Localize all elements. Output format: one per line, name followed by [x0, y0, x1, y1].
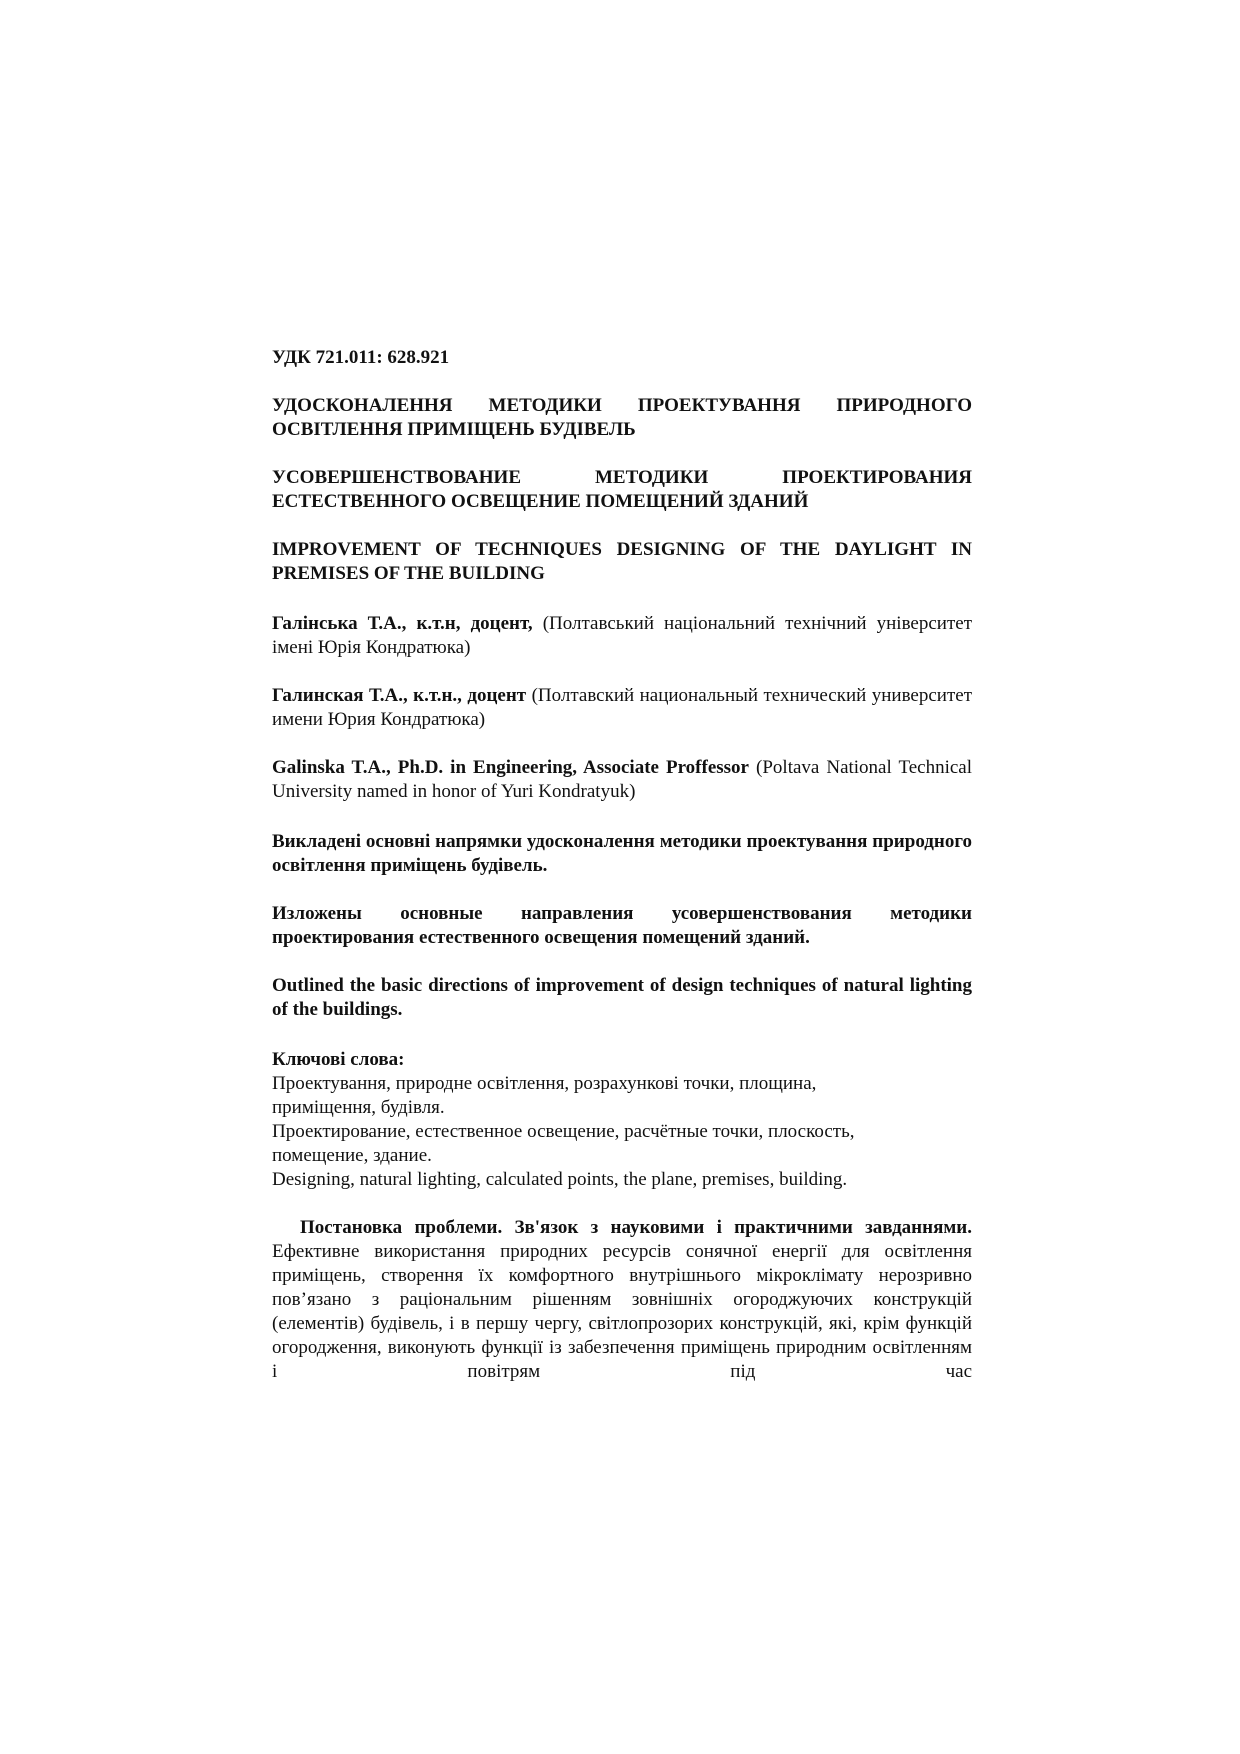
keywords-english: Designing, natural lighting, calculated points, the plane, premises, building.	[272, 1169, 848, 1190]
body-lead-heading: Постановка проблеми. Зв'язок з науковими і практичними завданнями.	[300, 1217, 972, 1238]
keywords-russian: Проектирование, естественное освещение, расчётные точки, плоскость, помещение, здание.	[272, 1121, 855, 1166]
author-russian	[272, 684, 972, 732]
abstract-english: Outlined the basic directions of improvement of design techniques of natural lighting of the buildings.	[272, 975, 972, 1020]
keywords-block	[272, 1048, 972, 1192]
author-name: Галінська Т.А., к.т.н, доцент,	[272, 613, 533, 634]
author-affiliation: (Полтавський національний технічний університет імені Юрія Кондратюка)	[272, 613, 973, 658]
author-name: Галинская Т.А., к.т.н., доцент	[272, 685, 527, 706]
author-english	[272, 756, 972, 804]
author-affiliation: (Полтавский национальный технический университет имени Юрия Кондратюка)	[272, 685, 972, 730]
udk-code: УДК 721.011: 628.921	[272, 347, 450, 368]
body-paragraph	[272, 1216, 972, 1384]
author-affiliation: (Poltava National Technical University named in honor of Yuri Kondratyuk)	[272, 757, 973, 802]
title-ukrainian: УДОСКОНАЛЕННЯ МЕТОДИКИ ПРОЕКТУВАННЯ ПРИРОДНОГО ОСВІТЛЕННЯ ПРИМІЩЕНЬ БУДІВЕЛЬ	[272, 395, 972, 440]
keywords-heading: Ключові слова:	[272, 1049, 405, 1070]
article-page	[272, 346, 972, 1384]
abstract-ukrainian: Викладені основні напрямки удосконалення методики проектування природного освітлення приміщень будівель.	[272, 831, 972, 876]
body-text: Ефективне використання природних ресурсів сонячної енергії для освітлення приміщень, створення їх комфортного внутрішнього мікроклімату нерозривно пов’язано з раціональним рішенням зовнішніх огороджуючих конструкцій (елементів) будівель, і в першу чергу, світлопрозорих конструкцій, які, крім функцій огородження, виконують функції із забезпечення приміщень природним освітленням і повітрям під час	[272, 1241, 972, 1382]
author-ukrainian	[272, 612, 972, 660]
title-english: IMPROVEMENT OF TECHNIQUES DESIGNING OF THE DAYLIGHT IN PREMISES OF THE BUILDING	[272, 539, 972, 584]
keywords-ukrainian: Проектування, природне освітлення, розрахункові точки, площина, приміщення, будівля.	[272, 1073, 817, 1118]
author-name: Galinska T.A., Ph.D. in Engineering, Associate Proffessor	[272, 757, 749, 778]
title-russian: УСОВЕРШЕНСТВОВАНИЕ МЕТОДИКИ ПРОЕКТИРОВАНИЯ ЕСТЕСТВЕННОГО ОСВЕЩЕНИЕ ПОМЕЩЕНИЙ ЗДАНИЙ	[272, 467, 972, 512]
abstract-russian: Изложены основные направления усовершенствования методики проектирования естественного освещения помещений зданий.	[272, 903, 972, 948]
